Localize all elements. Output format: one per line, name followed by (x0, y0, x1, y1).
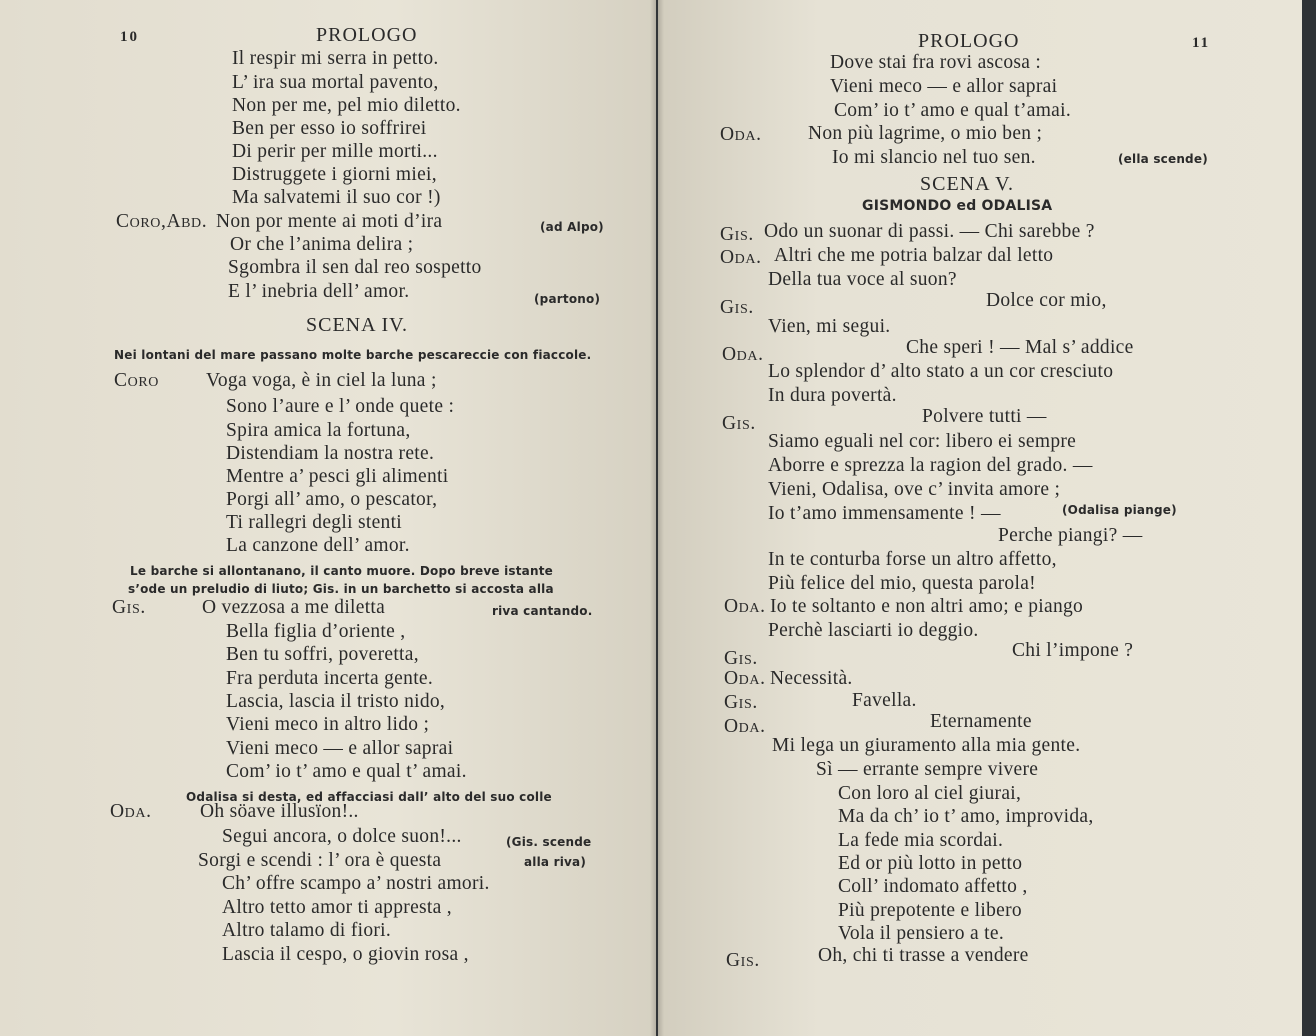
stage-direction: (ella scende) (1118, 152, 1208, 166)
verse-line: Ma salvatemi il suo cor !) (232, 187, 441, 208)
verse-line: Non por mente ai moti d’ira (216, 211, 443, 232)
stage-direction: alla riva) (524, 855, 587, 869)
speaker-label: Gis. (724, 648, 758, 669)
stage-direction: riva cantando. (492, 604, 593, 618)
verse-line: Altri che me potria balzar dal letto (774, 245, 1054, 266)
verse-line: Segui ancora, o dolce suon!... (222, 826, 462, 847)
verse-line: Sì — errante sempre vivere (816, 759, 1039, 780)
speaker-label: Oda. (724, 596, 766, 617)
stage-direction: Odalisa si desta, ed affacciasi dall’ alto del suo colle (186, 790, 552, 804)
verse-line: Necessità. (770, 668, 853, 689)
running-header: PROLOGO (316, 24, 418, 46)
verse-line: Il respir mi serra in petto. (232, 48, 439, 69)
book-gutter (650, 0, 664, 1036)
speaker-label: Gis. (112, 597, 146, 618)
stage-direction: (Gis. scende (506, 835, 592, 849)
verse-line: Altro tetto amor ti appresta , (222, 897, 452, 918)
speaker-label: Coro (114, 370, 159, 391)
verse-line: Altro talamo di fiori. (222, 920, 392, 941)
verse-line: Lascia il cespo, o giovin rosa , (222, 944, 469, 965)
running-header: PROLOGO (918, 30, 1020, 52)
verse-line: Sono l’aure e l’ onde quete : (226, 396, 455, 417)
verse-line: Perchè lasciarti io deggio. (768, 620, 979, 641)
page-edge (1302, 0, 1316, 1036)
verse-line: Dove stai fra rovi ascosa : (830, 52, 1042, 73)
stage-direction: (partono) (534, 292, 601, 306)
speaker-label: Oda. (724, 668, 766, 689)
speaker-label: Oda. (724, 716, 766, 737)
right-page (658, 0, 1302, 1036)
page-number: 10 (120, 29, 139, 45)
verse-line: Polvere tutti — (922, 406, 1047, 427)
verse-line: Bella figlia d’oriente , (226, 621, 406, 642)
speaker-label: Gis. (726, 950, 760, 971)
verse-line: Io mi slancio nel tuo sen. (832, 147, 1036, 168)
verse-line: Porgi all’ amo, o pescator, (226, 489, 438, 510)
verse-line: Or che l’anima delira ; (230, 234, 414, 255)
stage-direction: Nei lontani del mare passano molte barche pescareccie con fiaccole. (114, 348, 592, 362)
verse-line: Ed or più lotto in petto (838, 853, 1023, 874)
verse-line: Ma da ch’ io t’ amo, improvida, (838, 806, 1094, 827)
verse-line: In dura povertà. (768, 385, 897, 406)
speaker-label: Gis. (724, 692, 758, 713)
verse-line: L’ ira sua mortal pavento, (232, 72, 439, 93)
verse-line: O vezzosa a me diletta (202, 597, 386, 618)
verse-line: Chi l’impone ? (1012, 640, 1134, 661)
stage-direction: Le barche si allontanano, il canto muore. Dopo breve istante (130, 564, 553, 578)
scene-characters: GISMONDO ed ODALISA (862, 198, 1053, 214)
verse-line: Spira amica la fortuna, (226, 420, 411, 441)
verse-line: Perche piangi? — (998, 525, 1143, 546)
verse-line: Voga voga, è in ciel la luna ; (206, 370, 437, 391)
scene-title: SCENA IV. (306, 314, 408, 336)
verse-line: Ti rallegri degli stenti (226, 512, 403, 533)
speaker-label: Oda. (110, 801, 152, 822)
left-page (0, 0, 656, 1036)
verse-line: Aborre e sprezza la ragion del grado. — (768, 455, 1093, 476)
verse-line: Ch’ offre scampo a’ nostri amori. (222, 873, 490, 894)
verse-line: Vieni, Odalisa, ove c’ invita amore ; (768, 479, 1061, 500)
verse-line: Più prepotente e libero (838, 900, 1022, 921)
verse-line: Di perir per mille morti... (232, 141, 438, 162)
stage-direction: (ad Alpo) (540, 220, 604, 234)
speaker-label: Oda. (722, 344, 764, 365)
speaker-label: Gis. (722, 413, 756, 434)
verse-line: Oh söave illusïon!.. (200, 801, 359, 822)
verse-line: Oh, chi ti trasse a vendere (818, 945, 1029, 966)
verse-line: Vieni meco in altro lido ; (226, 714, 430, 735)
verse-line: Sorgi e scendi : l’ ora è questa (198, 850, 442, 871)
verse-line: Dolce cor mio, (986, 290, 1107, 311)
verse-line: Con loro al ciel giurai, (838, 783, 1022, 804)
verse-line: E l’ inebria dell’ amor. (228, 281, 410, 302)
verse-line: Più felice del mio, questa parola! (768, 573, 1036, 594)
verse-line: Che speri ! — Mal s’ addice (906, 337, 1134, 358)
verse-line: Lascia, lascia il tristo nido, (226, 691, 446, 712)
verse-line: Vien, mi segui. (768, 316, 891, 337)
verse-line: Fra perduta incerta gente. (226, 668, 434, 689)
verse-line: Non per me, pel mio diletto. (232, 95, 461, 116)
verse-line: Siamo eguali nel cor: libero ei sempre (768, 431, 1077, 452)
page-number: 11 (1192, 35, 1211, 51)
verse-line: Favella. (852, 690, 917, 711)
verse-line: In te conturba forse un altro affetto, (768, 549, 1057, 570)
verse-line: Eternamente (930, 711, 1032, 732)
verse-line: La canzone dell’ amor. (226, 535, 410, 556)
verse-line: Vieni meco — e allor saprai (830, 76, 1058, 97)
verse-line: Distendiam la nostra rete. (226, 443, 435, 464)
verse-line: Com’ io t’ amo e qual t’ amai. (226, 761, 467, 782)
verse-line: Della tua voce al suon? (768, 269, 957, 290)
verse-line: Lo splendor d’ alto stato a un cor cresciuto (768, 361, 1114, 382)
verse-line: Io t’amo immensamente ! — (768, 503, 1001, 524)
verse-line: Vieni meco — e allor saprai (226, 738, 454, 759)
verse-line: Com’ io t’ amo e qual t’amai. (834, 100, 1072, 121)
verse-line: Mi lega un giuramento alla mia gente. (772, 735, 1081, 756)
verse-line: Mentre a’ pesci gli alimenti (226, 466, 449, 487)
verse-line: Coll’ indomato affetto , (838, 876, 1028, 897)
verse-line: Io te soltanto e non altri amo; e piango (770, 596, 1084, 617)
verse-line: Sgombra il sen dal reo sospetto (228, 257, 482, 278)
stage-direction: s’ode un preludio di liuto; Gis. in un barchetto si accosta alla (128, 582, 554, 596)
speaker-label: Gis. (720, 297, 754, 318)
verse-line: Vola il pensiero a te. (838, 923, 1004, 944)
speaker-label: Oda. (720, 124, 762, 145)
scene-title: SCENA V. (920, 173, 1014, 195)
speaker-label: Gis. (720, 224, 754, 245)
verse-line: Odo un suonar di passi. — Chi sarebbe ? (764, 221, 1095, 242)
verse-line: Ben tu soffri, poveretta, (226, 644, 419, 665)
verse-line: Ben per esso io soffrirei (232, 118, 427, 139)
verse-line: Distruggete i giorni miei, (232, 164, 437, 185)
stage-direction: (Odalisa piange) (1062, 503, 1177, 517)
verse-line: La fede mia scordai. (838, 830, 1004, 851)
speaker-label: Oda. (720, 247, 762, 268)
speaker-label: Coro,Abd. (116, 211, 208, 232)
verse-line: Non più lagrime, o mio ben ; (808, 123, 1043, 144)
